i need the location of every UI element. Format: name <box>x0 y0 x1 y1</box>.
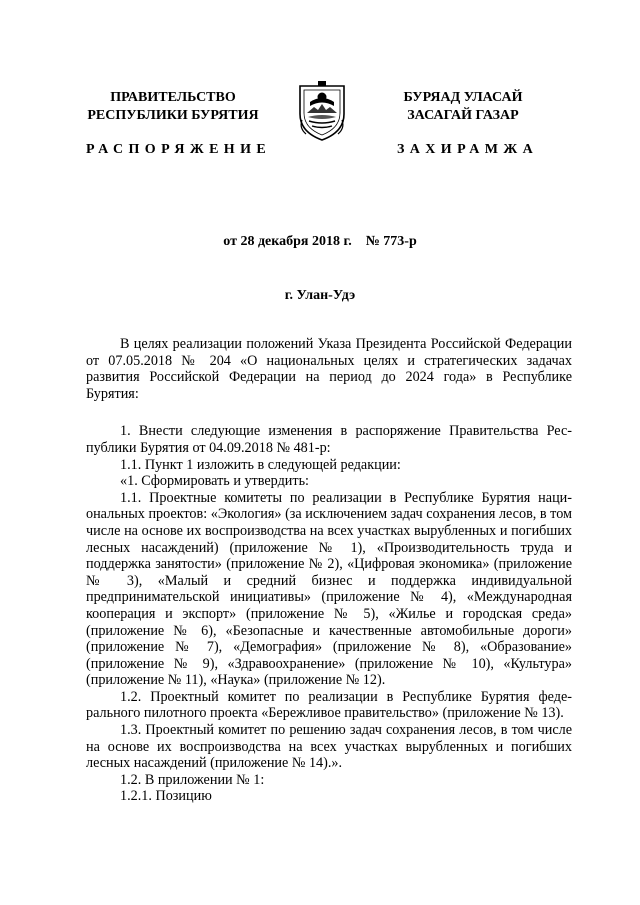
paragraph: 1. Внести следующие изменения в распоряжение Правительства Республики Бурятия от 04.09.2018 № 481-р: <box>86 423 572 456</box>
paragraph: 1.2. Проектный комитет по реализации в Республике Бурятия федерального пилотного проекта «Бережливое правительство» (приложение № 13). <box>86 688 572 722</box>
paragraph: «1. Сформировать и утвердить: <box>120 473 310 490</box>
paragraph: 1.2. В приложении № 1: <box>120 771 265 788</box>
paragraph: 1.1. Пункт 1 изложить в следующей редакции: <box>120 456 401 473</box>
issuer-name-russian <box>58 89 288 125</box>
issuer-line: ЗАСАГАЙ ГАЗАР <box>407 108 519 123</box>
paragraph: 1.1. Проектные комитеты по реализации в Республике Бурятия национальных проектов: «Экология» (за исключением задач сохранения лесов, в том числе на основе их воспроизводства на всех участках вырубленных и погибших лесных насаждений) (приложение № 1), «Производительность труда и поддержка занятости» (приложение № 2), «Цифровая экономика» (приложение № 3), «Малый и средний бизнес и поддержка индивидуальной предпринимательской инициативы» (приложение № 4), «Международная кооперация и экспорт» (приложение № 5), «Жилье и городская среда» (приложение № 6), «Безопасные и качественные автомобильные дороги» (приложение № 7), «Демография» (приложение № 8), «Образование» (приложение № 9), «Здравоохранение» (приложение № 10), «Культура» (приложение № 11), «Наука» (приложение № 12). <box>86 489 572 689</box>
paragraph: 1.3. Проектный комитет по решению задач сохранения лесов, в том числе на основе их воспроизводства на всех участках вырубленных и погибших лесных насаждений (приложение № 14).». <box>86 722 572 772</box>
issuer-line: РЕСПУБЛИКИ БУРЯТИЯ <box>87 108 259 123</box>
coat-of-arms-icon <box>296 80 348 142</box>
paragraph: 1.2.1. Позицию <box>120 788 212 805</box>
issuer-line: ПРАВИТЕЛЬСТВО <box>110 90 236 105</box>
document-city: г. Улан-Удэ <box>284 288 356 303</box>
issuer-name-buryat <box>348 89 578 125</box>
issuer-line: БУРЯАД УЛАСАЙ <box>403 90 523 105</box>
document-body <box>86 336 572 805</box>
document-date-number: от 28 декабря 2018 г. № 773-р <box>223 234 417 249</box>
doc-type-buryat: ЗАХИРАМЖА <box>397 142 539 157</box>
doc-type-russian: РАСПОРЯЖЕНИЕ <box>86 142 272 157</box>
paragraph: В целях реализации положений Указа Президента Российской Федерации от 07.05.2018 № 204 «О национальных целях и стратегических задачах развития Российской Федерации на период до 2024 года» в Республике Бурятия: <box>86 336 572 402</box>
